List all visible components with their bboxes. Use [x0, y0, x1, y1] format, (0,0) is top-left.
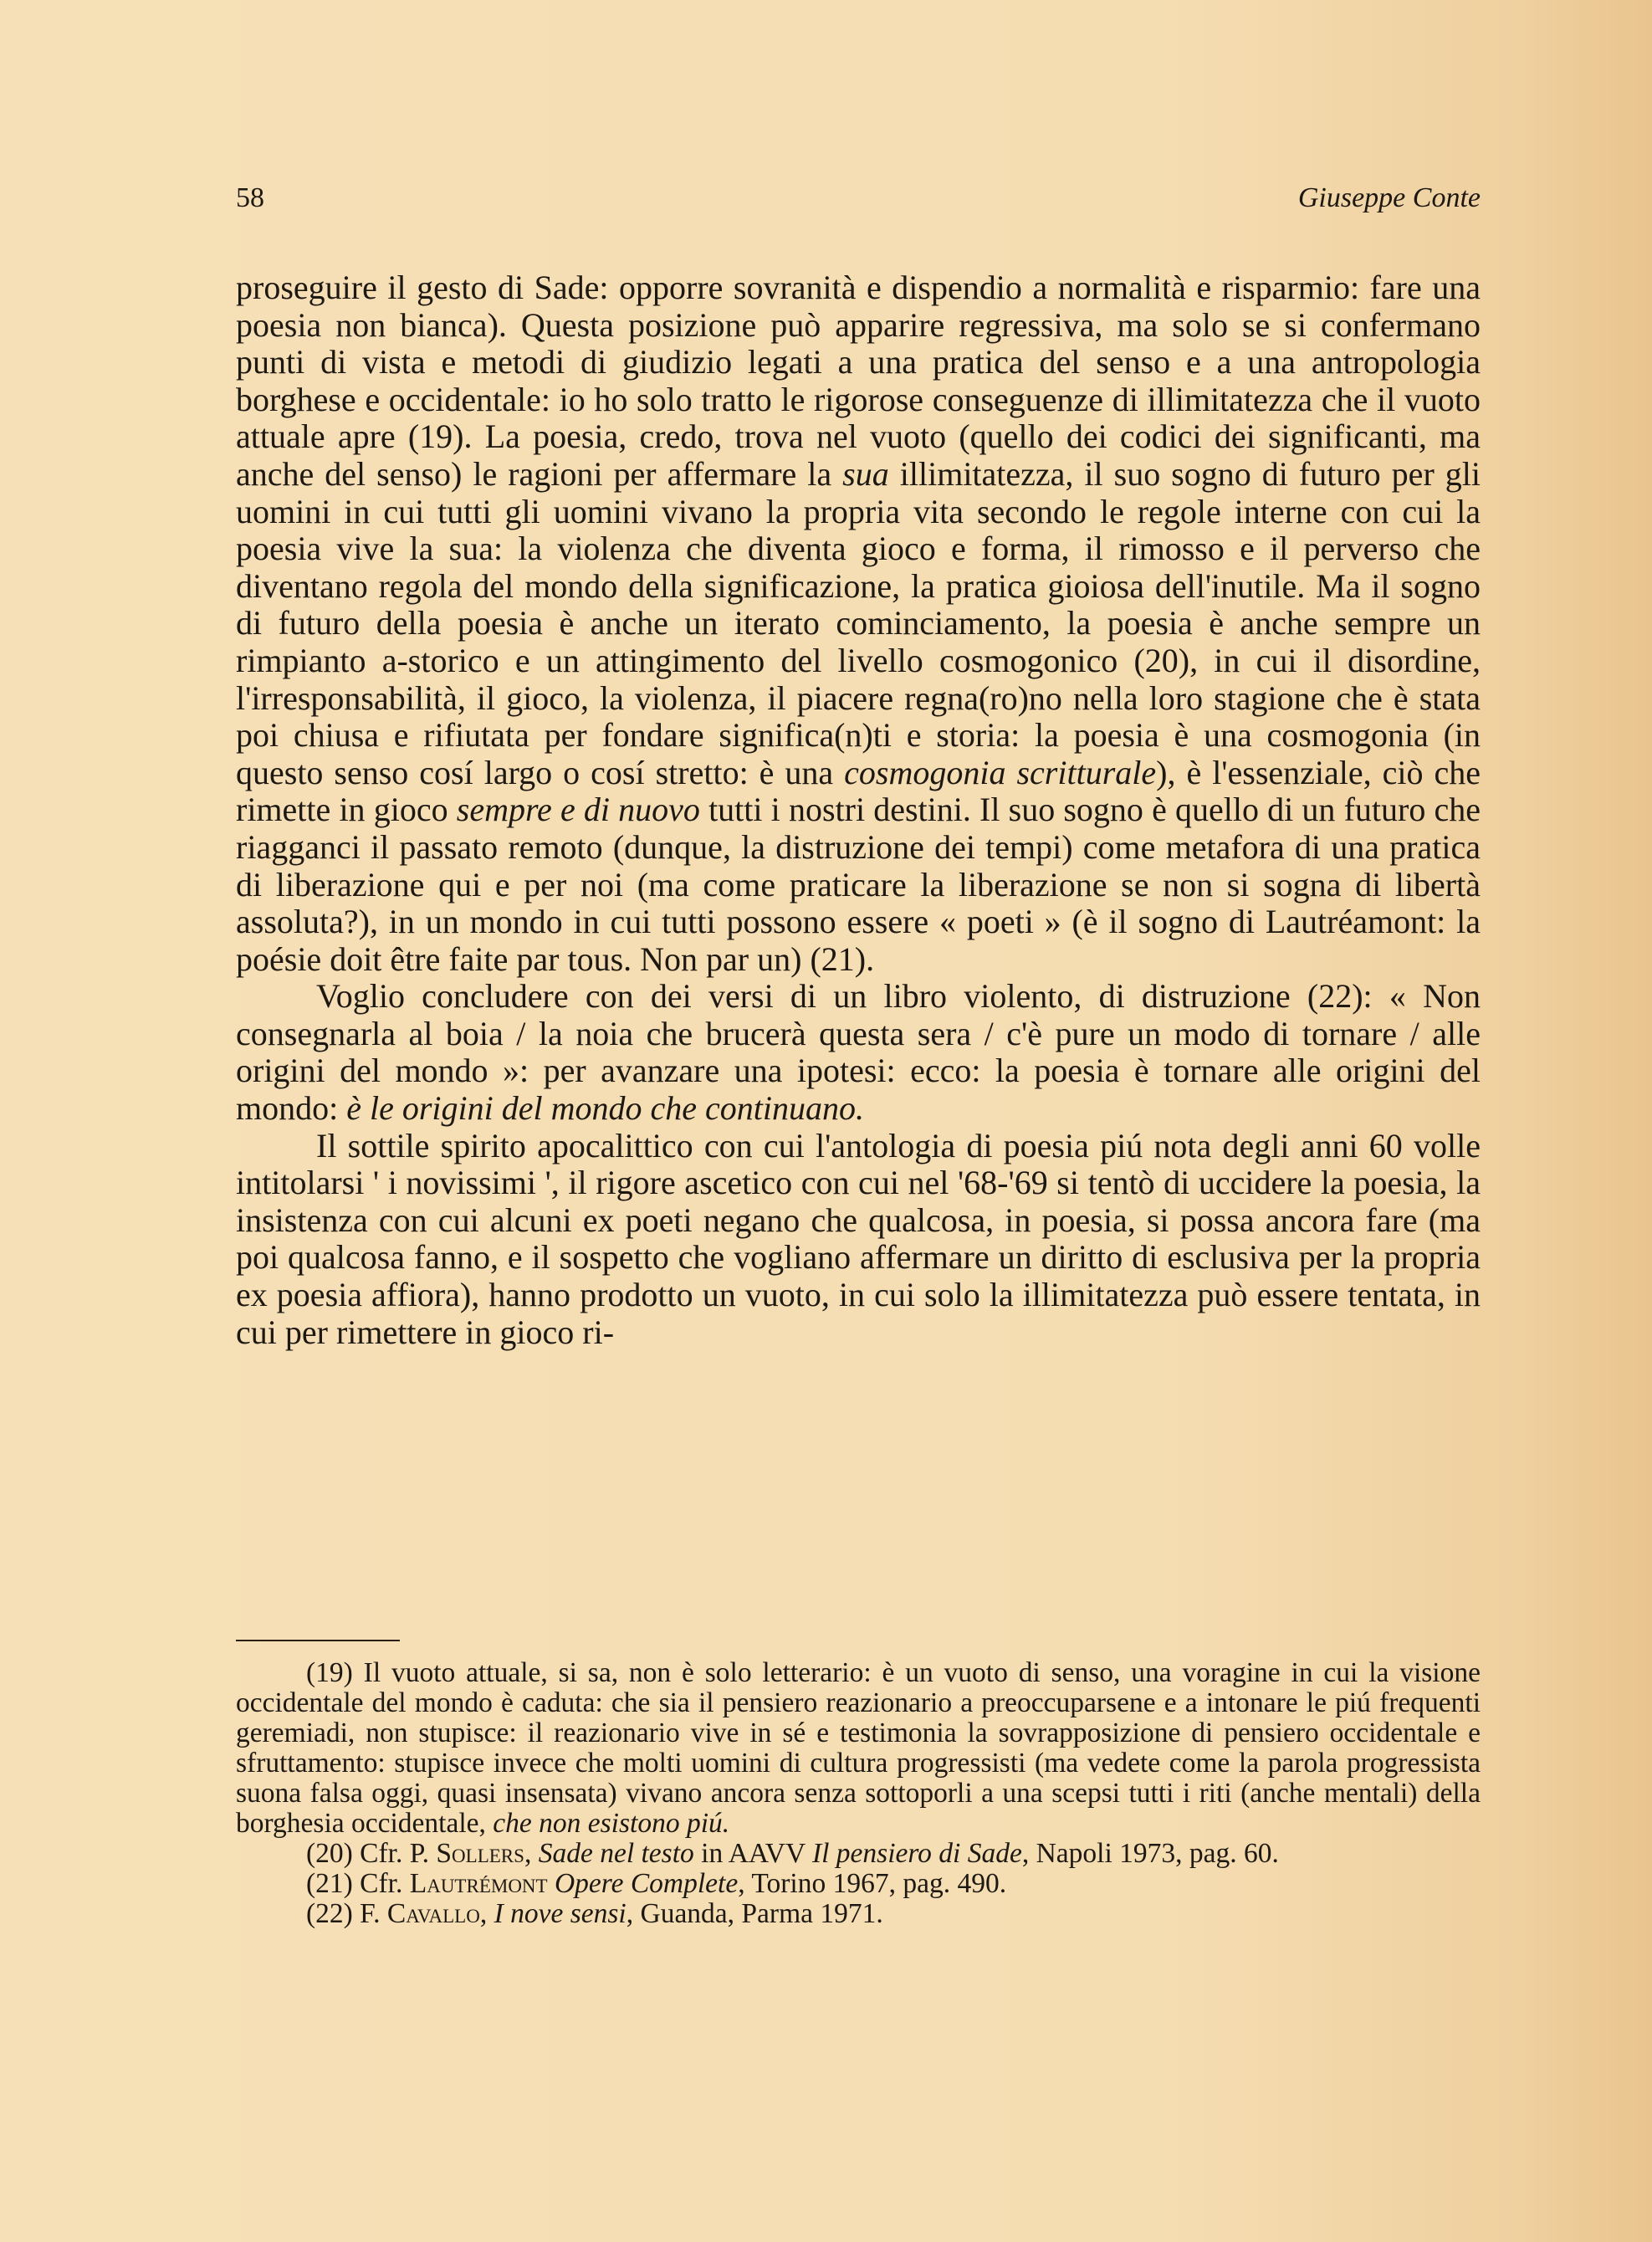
page-number: 58 [236, 182, 264, 213]
paragraph-1: proseguire il gesto di Sade: opporre sovranità e dispendio a normalità e risparmio: fare una poesia non bianca). Questa posizione può apparire regressiva, ma solo se si confermano punti di vista e metodi di giudizio legati a una pratica del senso e a una antropologia borghese e occidentale: io ho solo tratto le rigorose conseguenze di illimitatezza che il vuoto attuale apre (19). La poesia, credo, trova nel vuoto (quello dei codici dei significanti, ma anche del senso) le ragioni per affermare la sua illimitatezza, il suo sogno di futuro per gli uomini in cui tutti gli uomini vivano la propria vita secondo le regole interne con cui la poesia vive la sua: la violenza che diventa gioco e forma, il rimosso e il perverso che diventano regola del mondo della significazione, la pratica gioiosa dell'inutile. Ma il sogno di futuro della poesia è anche un iterato cominciamento, la poesia è anche sempre un rimpianto a-storico e un attingimento del livello cosmogonico (20), in cui il disordine, l'irresponsabilità, il gioco, la violenza, il piacere regna(ro)no nella loro stagione che è stata poi chiusa e rifiutata per fondare significa(n)ti e storia: la poesia è una cosmogonia (in questo senso cosí largo o cosí stretto: è una cosmogonia scritturale), è l'essenziale, ciò che rimette in gioco sempre e di nuovo tutti i nostri destini. Il suo sogno è quello di un futuro che riagganci il passato remoto (dunque, la distruzione dei tempi) come metafora di una pratica di liberazione qui e per noi (ma come praticare la liberazione se non si sogna di libertà assoluta?), in un mondo in cui tutti possono essere « poeti » (è il sogno di Lautréamont: la poésie doit être faite par tous. Non par un) (21). [236, 269, 1481, 978]
footnote-19: (19) Il vuoto attuale, si sa, non è solo letterario: è un vuoto di senso, una voragine in cui la visione occidentale del mondo è caduta: che sia il pensiero reazionario a preoccuparsene e a intonare le piú frequenti geremiadi, non stupisce: il reazionario vive in sé e testimonia la sovrapposizione di pensiero occidentale e sfruttamento: stupisce invece che molti uomini di cultura progressisti (ma vedete come la parola progressista suona falsa oggi, quasi insensata) vivano ancora senza sottoporli a una scepsi tutti i riti (anche mentali) della borghesia occidentale, che non esistono piú. [236, 1657, 1481, 1839]
main-text [236, 269, 1481, 1351]
paragraph-3: Il sottile spirito apocalittico con cui l'antologia di poesia piú nota degli anni 60 volle intitolarsi ' i novissimi ', il rigore ascetico con cui nel '68-'69 si tentò di uccidere la poesia, la insistenza con cui alcuni ex poeti negano che qualcosa, in poesia, si possa ancora fare (ma poi qualcosa fanno, e il sospetto che vogliano affermare un diritto di esclusiva per la propria ex poesia affiora), hanno prodotto un vuoto, in cui solo la illimitatezza può essere tentata, in cui per rimettere in gioco ri- [236, 1126, 1481, 1351]
footnote-21: (21) Cfr. Lautrémont Opere Complete, Torino 1967, pag. 490. [306, 1868, 1007, 1899]
footnote-divider [236, 1640, 400, 1641]
page-header [236, 182, 1481, 224]
paragraph-2: Voglio concludere con dei versi di un libro violento, di distruzione (22): « Non consegnarla al boia / la noia che brucerà questa sera / c'è pure un modo di tornare / alle origini del mondo »: per avanzare una ipotesi: ecco: la poesia è tornare alle origini del mondo: è le origini del mondo che continuano. [236, 977, 1481, 1128]
footnotes [236, 1658, 1481, 1929]
running-head: Giuseppe Conte [1297, 182, 1481, 213]
footnote-22: (22) F. Cavallo, I nove sensi, Guanda, Parma 1971. [306, 1898, 883, 1929]
footnote-20: (20) Cfr. P. Sollers, Sade nel testo in AAVV Il pensiero di Sade, Napoli 1973, pag. 60. [306, 1838, 1279, 1869]
